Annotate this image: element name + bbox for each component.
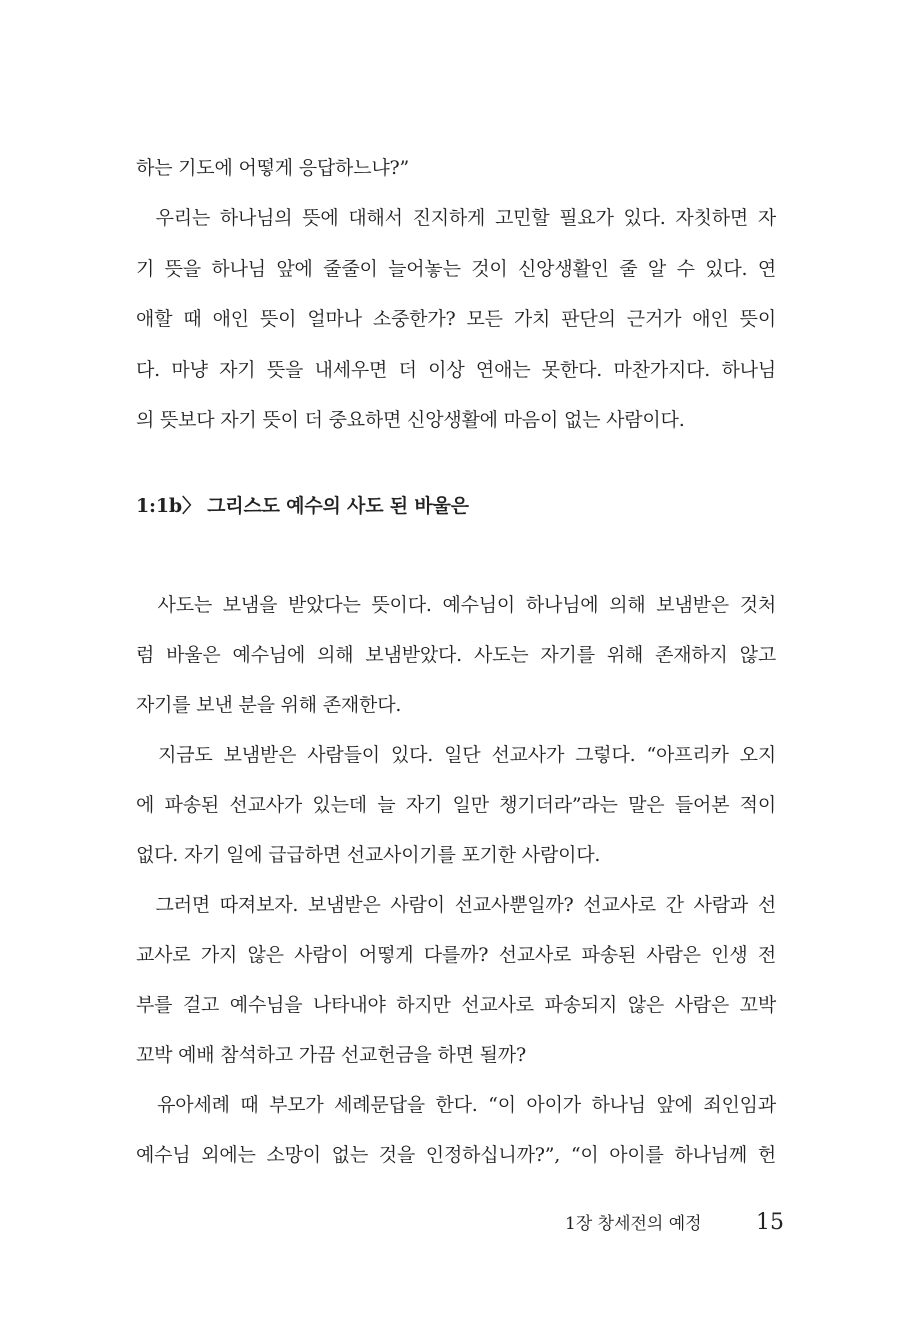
body-line: 하는 기도에 어떻게 응답하느냐?” [136,157,410,179]
body-line: 럼 바울은 예수님에 의해 보냄받았다. 사도는 자기를 위해 존재하지 않고 [136,644,776,666]
body-line: 에 파송된 선교사가 있는데 늘 자기 일만 챙기더라”라는 말은 들어본 적이 [136,794,776,816]
body-line: 애할 때 애인 뜻이 얼마나 소중한가? 모든 가치 판단의 근거가 애인 뜻이 [136,308,776,330]
body-line: 자기를 보낸 분을 위해 존재한다. [136,694,402,716]
body-line: 교사로 가지 않은 사람이 어떻게 다를까? 선교사로 파송된 사람은 인생 전 [136,944,776,966]
body-line: 꼬박 예배 참석하고 가끔 선교헌금을 하면 될까? [136,1044,526,1066]
body-line: 사도는 보냄을 받았다는 뜻이다. 예수님이 하나님에 의해 보냄받은 것처 [136,594,776,616]
body-line: 예수님 외에는 소망이 없는 것을 인정하십니까?”, “이 아이를 하나님께 헌 [136,1144,776,1166]
body-line: 기 뜻을 하나님 앞에 줄줄이 늘어놓는 것이 신앙생활인 줄 알 수 있다. 연 [136,258,776,280]
body-line: 그러면 따져보자. 보냄받은 사람이 선교사뿐일까? 선교사로 간 사람과 선 [136,894,776,916]
running-footer-chapter-title: 1장 창세전의 예정 [565,1214,702,1234]
body-line: 없다. 자기 일에 급급하면 선교사이기를 포기한 사람이다. [136,844,601,866]
page-number: 15 [756,1210,784,1235]
body-line: 의 뜻보다 자기 뜻이 더 중요하면 신앙생활에 마음이 없는 사람이다. [136,409,685,431]
body-line: 유아세례 때 부모가 세례문답을 한다. “이 아이가 하나님 앞에 죄인임과 [136,1094,776,1116]
body-line: 우리는 하나님의 뜻에 대해서 진지하게 고민할 필요가 있다. 자칫하면 자 [136,207,776,229]
body-line: 다. 마냥 자기 뜻을 내세우면 더 이상 연애는 못한다. 마찬가지다. 하나님 [136,359,776,381]
section-heading: 1:1b〉 그리스도 예수의 사도 된 바울은 [136,495,469,517]
body-line: 부를 걸고 예수님을 나타내야 하지만 선교사로 파송되지 않은 사람은 꼬박 [136,994,776,1016]
body-line: 지금도 보냄받은 사람들이 있다. 일단 선교사가 그렇다. “아프리카 오지 [136,744,776,766]
